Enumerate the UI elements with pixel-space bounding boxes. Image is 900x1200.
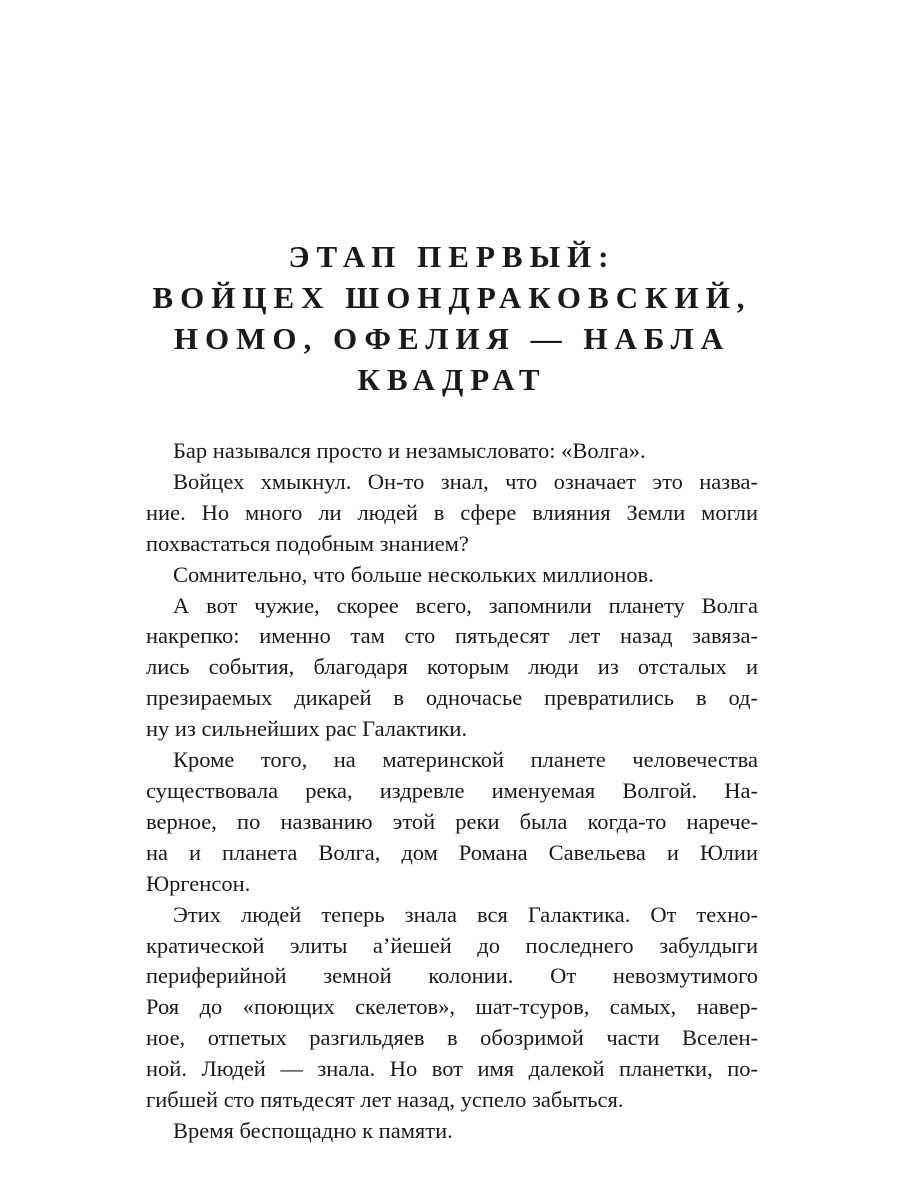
text-line: похвастаться подобным знанием? — [146, 530, 469, 556]
text-line: Бар назывался просто и незамысловато: «Волга». — [173, 438, 646, 463]
paragraph — [146, 591, 758, 746]
text-line: кратической элиты а’йешей до последнего забулдыги — [146, 932, 758, 958]
text-line: Этих людей теперь знала вся Галактика. От техно- — [173, 901, 758, 927]
text-line: Сомнительно, что больше нескольких миллионов. — [173, 561, 654, 587]
text-line: ние. Но много ли людей в сфере влияния Земли могли — [146, 499, 758, 525]
paragraph — [146, 560, 758, 591]
text-line: ну из сильнейших рас Галактики. — [146, 716, 468, 742]
text-line: верное, по названию этой реки была когда-то нарече- — [146, 808, 758, 834]
text-line: накрепко: именно там сто пятьдесят лет назад завяза- — [146, 623, 758, 649]
chapter-title-line: КВАДРАТ — [357, 362, 547, 397]
text-line: периферийной земной колонии. От невозмутимого — [146, 963, 758, 989]
text-line: Роя до «поющих скелетов», шат-тсуров, самых, навер- — [146, 994, 758, 1020]
text-line: Кроме того, на материнской планете человечества — [173, 747, 758, 773]
paragraph — [146, 1116, 758, 1147]
text-line: Войцех хмыкнул. Он-то знал, что означает это назва- — [173, 468, 758, 494]
paragraph — [146, 436, 758, 467]
text-line: ное, отпетых разгильдяев в обозримой части Вселен- — [146, 1025, 758, 1051]
paragraph — [146, 900, 758, 1116]
chapter-title-line: ЭТАП ПЕРВЫЙ: — [288, 239, 616, 274]
body-text — [146, 436, 758, 1147]
text-line: лись события, благодаря которым люди из отсталых и — [146, 654, 758, 680]
paragraph — [146, 745, 758, 900]
text-line: гибшей сто пятьдесят лет назад, успело забыться. — [146, 1087, 624, 1113]
chapter-title-line: НОМО, ОФЕЛИЯ — НАБЛА — [173, 321, 731, 356]
chapter-title-line: ВОЙЦЕХ ШОНДРАКОВСКИЙ, — [152, 280, 752, 315]
text-line: презираемых дикарей в одночасье превратились в од- — [146, 685, 758, 711]
text-line: на и планета Волга, дом Романа Савельева и Юлии — [146, 839, 758, 865]
book-page — [146, 236, 758, 1147]
text-line: ной. Людей — знала. Но вот имя далекой планетки, по- — [146, 1056, 758, 1082]
text-line: Юргенсон. — [146, 870, 251, 896]
text-line: А вот чужие, скорее всего, запомнили планету Волга — [173, 592, 758, 618]
text-line: Время беспощадно к памяти. — [173, 1117, 453, 1143]
text-line: существовала река, издревле именуемая Волгой. На- — [146, 777, 758, 803]
chapter-title — [116, 236, 788, 400]
paragraph — [146, 467, 758, 560]
